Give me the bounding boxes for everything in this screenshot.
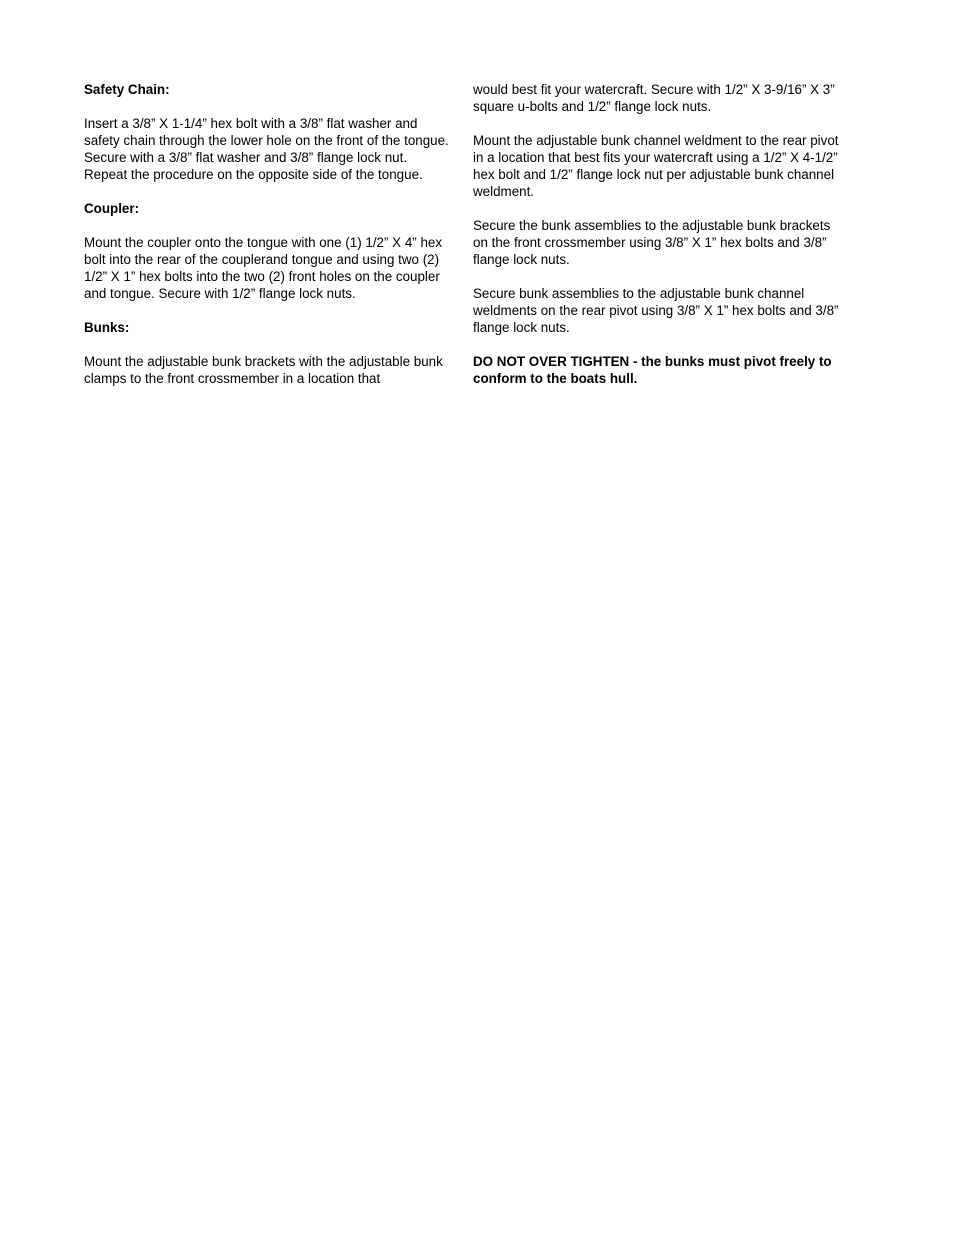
rear-pivot-paragraph: Secure bunk assemblies to the adjustable bunk channel weldments on the rear pivot using 3/8” X 1” hex bolts and 3/8” flange lock nuts. <box>473 286 839 335</box>
safety-chain-paragraph: Insert a 3/8” X 1-1/4” hex bolt with a 3/8” flat washer and safety chain through the lower hole on the front of the tongue. Secure with a 3/8” flat washer and 3/8” flange lock nut. Repeat the procedure on the opposite side of the tongue. <box>84 116 449 182</box>
coupler-heading: Coupler: <box>84 201 140 216</box>
bunks-paragraph: Mount the adjustable bunk brackets with the adjustable bunk clamps to the front crossmember in a location that <box>84 354 443 386</box>
left-column <box>84 81 452 387</box>
channel-weldment-paragraph: Mount the adjustable bunk channel weldment to the rear pivot in a location that best fits your watercraft using a 1/2” X 4-1/2” hex bolt and 1/2” flange lock nut per adjustable bunk channel weldment. <box>473 133 839 199</box>
right-column <box>473 81 843 387</box>
coupler-paragraph: Mount the coupler onto the tongue with one (1) 1/2” X 4” hex bolt into the rear of the couplerand tongue and using two (2) 1/2” X 1” hex bolts into the two (2) front holes on the coupler and tongue. Secure with 1/2” flange lock nuts. <box>84 235 443 301</box>
bunks-continued-paragraph: would best fit your watercraft. Secure with 1/2” X 3-9/16” X 3” square u-bolts and 1/2” flange lock nuts. <box>473 82 835 114</box>
front-crossmember-paragraph: Secure the bunk assemblies to the adjustable bunk brackets on the front crossmember using 3/8” X 1” hex bolts and 3/8” flange lock nuts. <box>473 218 831 267</box>
bunks-heading: Bunks: <box>84 320 130 335</box>
overtighten-warning: DO NOT OVER TIGHTEN - the bunks must pivot freely to conform to the boats hull. <box>473 354 832 386</box>
safety-chain-heading: Safety Chain: <box>84 82 170 97</box>
